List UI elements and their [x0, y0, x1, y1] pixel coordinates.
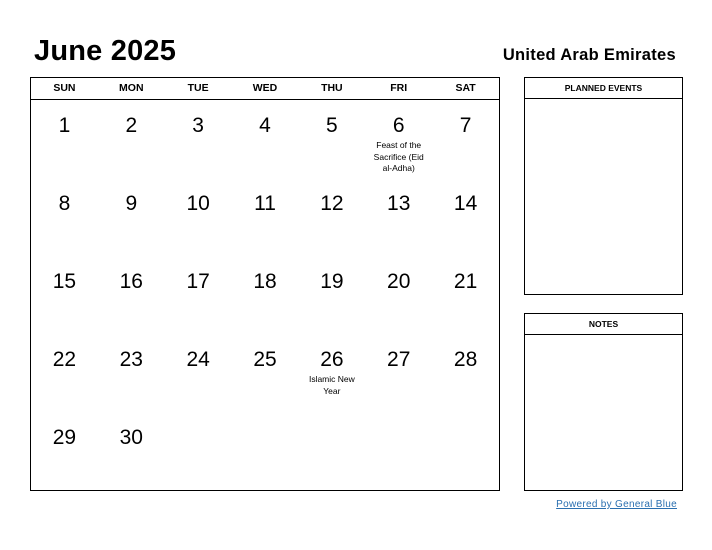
- day-number: 14: [453, 192, 478, 215]
- day-number: 29: [52, 426, 77, 449]
- day-cell: [298, 178, 365, 256]
- day-cell: [98, 256, 165, 334]
- day-number: 2: [125, 114, 138, 137]
- day-cell: [31, 178, 98, 256]
- day-number: 5: [326, 114, 338, 137]
- day-cell: [365, 100, 432, 178]
- day-cell: [98, 100, 165, 178]
- week-row: [31, 256, 499, 334]
- day-cell: [98, 334, 165, 412]
- day-cell: [232, 100, 299, 178]
- day-number: 26: [320, 348, 344, 371]
- day-cell: [165, 178, 232, 256]
- day-cell: [31, 334, 98, 412]
- day-number: 17: [186, 270, 210, 293]
- weekday-header-row: [31, 78, 499, 100]
- day-number: 19: [320, 270, 344, 293]
- day-number: 4: [259, 114, 271, 137]
- day-cell: [165, 334, 232, 412]
- day-number: 15: [52, 270, 77, 293]
- day-cell: [298, 334, 365, 412]
- day-number: 28: [453, 348, 478, 371]
- weekday-wed: WED: [252, 82, 278, 94]
- day-number: 10: [186, 192, 210, 215]
- day-cell: [232, 256, 299, 334]
- day-cell: [31, 256, 98, 334]
- day-cell: [365, 412, 432, 490]
- day-number: 30: [119, 426, 143, 449]
- day-number: 12: [320, 192, 344, 215]
- day-cell: [232, 178, 299, 256]
- day-cell: [365, 256, 432, 334]
- week-row: [31, 412, 499, 490]
- holiday-label: Feast of the Sacrifice (Eid al-Adha): [373, 140, 424, 173]
- day-cell: [232, 334, 299, 412]
- day-number: 3: [192, 114, 204, 137]
- week-row: [31, 178, 499, 256]
- page-title: June 2025: [34, 35, 177, 67]
- day-number: 22: [52, 348, 77, 371]
- day-cell: [31, 100, 98, 178]
- notes-box: [524, 313, 683, 491]
- day-number: 13: [387, 192, 411, 215]
- weekday-fri: FRI: [390, 82, 408, 94]
- notes-header: NOTES: [525, 314, 682, 335]
- day-cell: [432, 256, 499, 334]
- country-name: United Arab Emirates: [502, 46, 676, 64]
- week-row: [31, 100, 499, 178]
- day-cell: [298, 100, 365, 178]
- day-cell: [432, 100, 499, 178]
- day-number: 7: [459, 114, 472, 137]
- day-number: 25: [253, 348, 277, 371]
- holiday-label: Islamic New Year: [308, 374, 355, 396]
- day-number: 1: [58, 114, 71, 137]
- day-number: 24: [186, 348, 210, 371]
- day-cell: [232, 412, 299, 490]
- day-cell: [165, 100, 232, 178]
- day-cell: [165, 412, 232, 490]
- week-row: [31, 334, 499, 412]
- day-number: 8: [58, 192, 71, 215]
- day-cell: [31, 412, 98, 490]
- day-cell: [298, 256, 365, 334]
- day-cell: [432, 412, 499, 490]
- day-number: 20: [387, 270, 411, 293]
- planned-events-box: [524, 77, 683, 295]
- weekday-mon: MON: [119, 82, 144, 94]
- day-number: 16: [119, 270, 143, 293]
- day-number: 23: [119, 348, 143, 371]
- day-number: 27: [387, 348, 411, 371]
- day-cell: [98, 412, 165, 490]
- day-cell: [98, 178, 165, 256]
- day-number: 9: [125, 192, 138, 215]
- weekday-sat: SAT: [455, 82, 476, 94]
- calendar-weeks: [31, 100, 499, 490]
- day-number: 21: [453, 270, 478, 293]
- weekday-sun: SUN: [53, 82, 76, 94]
- day-cell: [298, 412, 365, 490]
- powered-by-link[interactable]: Powered by General Blue: [556, 499, 677, 510]
- day-number: 6: [392, 114, 405, 137]
- day-cell: [365, 178, 432, 256]
- day-cell: [432, 334, 499, 412]
- day-cell: [165, 256, 232, 334]
- weekday-tue: TUE: [187, 82, 209, 94]
- weekday-thu: THU: [321, 82, 343, 94]
- day-cell: [365, 334, 432, 412]
- planned-events-header: PLANNED EVENTS: [525, 78, 682, 99]
- day-cell: [432, 178, 499, 256]
- calendar-grid: [30, 77, 500, 491]
- day-number: 18: [253, 270, 277, 293]
- day-number: 11: [254, 192, 276, 215]
